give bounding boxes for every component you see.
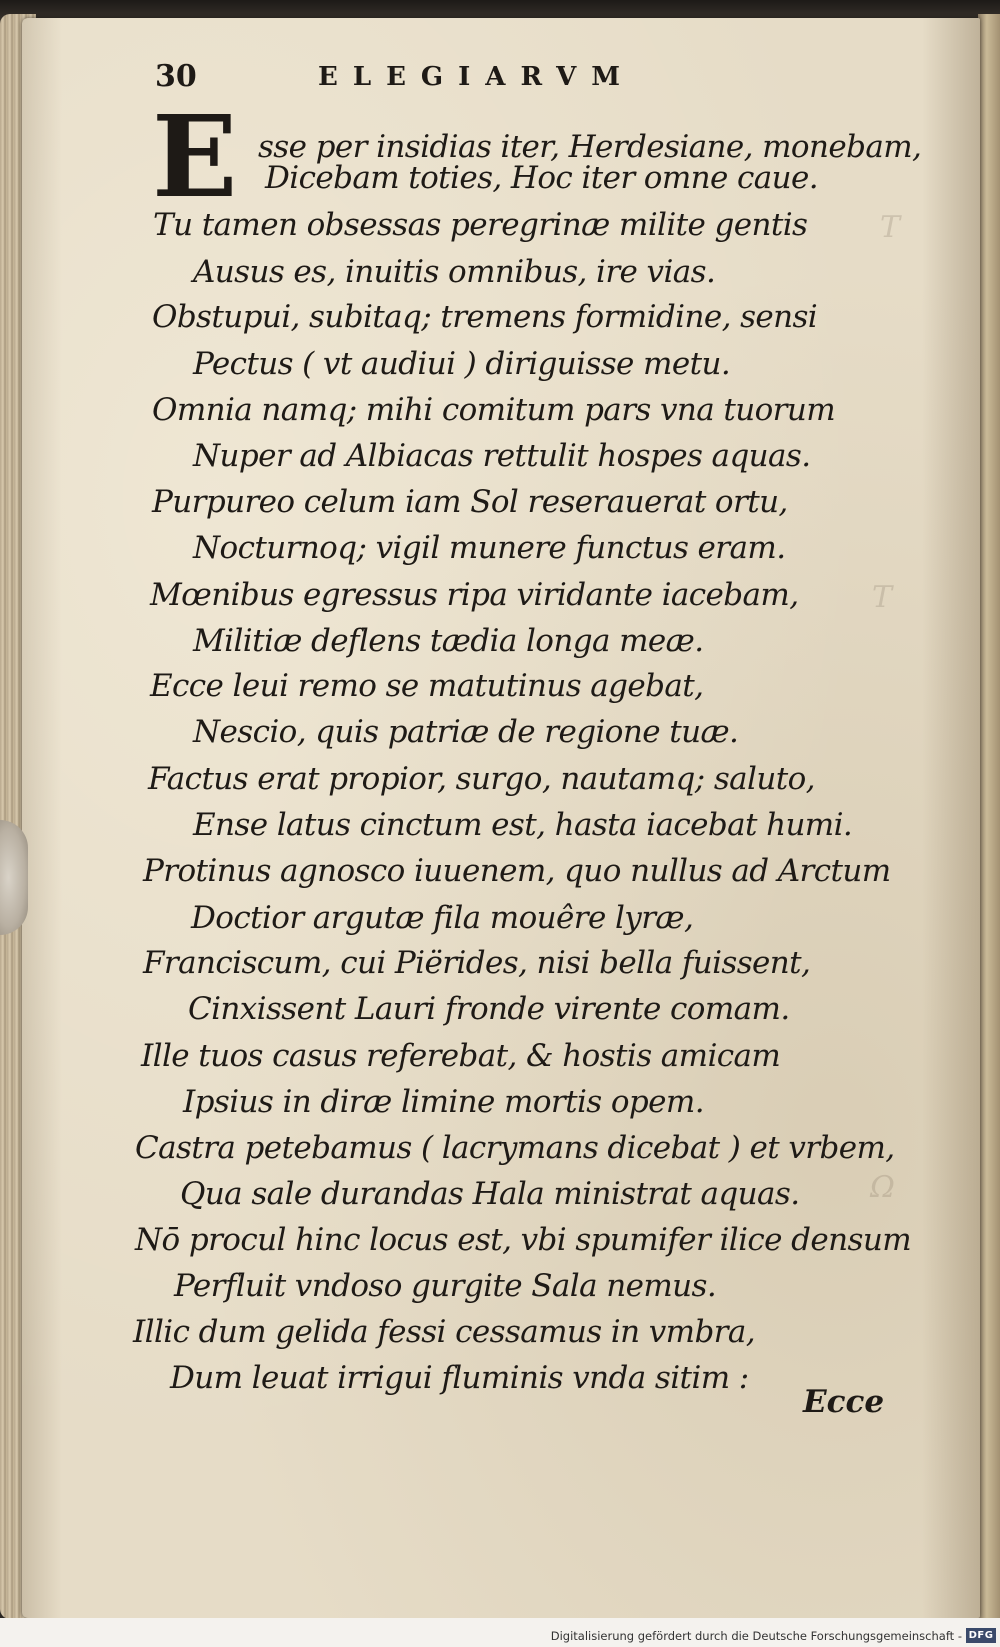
verse-line: Purpureo celum iam Sol reserauerat ortu,: [152, 484, 788, 520]
verse-line: Nuper ad Albiacas rettulit hospes aquas.: [193, 438, 811, 474]
verse-line: Obstupui, subitaq; tremens formidine, sensi: [152, 299, 818, 335]
drop-cap: E: [152, 92, 238, 223]
verse-line: Cinxissent Lauri fronde virente comam.: [188, 991, 790, 1027]
verse-line: Ecce leui remo se matutinus agebat,: [150, 668, 704, 704]
verse-line: Perfluit vndoso gurgite Sala nemus.: [174, 1268, 717, 1304]
verse-line: Ausus es, inuitis omnibus, ire vias.: [193, 254, 716, 290]
verse-line: Nescio, quis patriæ de regione tuæ.: [193, 714, 739, 750]
verse-line: Dum leuat irrigui fluminis vnda sitim :: [170, 1360, 749, 1396]
page-clip: [0, 820, 28, 935]
catchword: Ecce: [803, 1384, 885, 1420]
verse-line: Ipsius in diræ limine mortis opem.: [183, 1084, 704, 1120]
verse-line: Pectus ( vt audiui ) diriguisse metu.: [193, 346, 731, 382]
verse-line: Ense latus cinctum est, hasta iacebat humi.: [193, 807, 853, 843]
verse-line: Ille tuos casus referebat, & hostis amicam: [141, 1038, 781, 1074]
verse-line: Dicebam toties, Hoc iter omne caue.: [265, 160, 819, 196]
page-number: 30: [155, 59, 197, 94]
verse-line: Doctior argutæ fila mouêre lyræ,: [191, 900, 694, 936]
verse-line: Franciscum, cui Piërides, nisi bella fuissent,: [143, 945, 811, 981]
running-head: ELEGIARVM: [318, 62, 636, 92]
funding-credit: Digitalisierung gefördert durch die Deutsche Forschungsgemeinschaft -: [550, 1629, 962, 1643]
verse-line: Illic dum gelida fessi cessamus in vmbra,: [133, 1314, 756, 1350]
verse-line: Mœnibus egressus ripa viridante iacebam,: [150, 577, 799, 613]
verse-line: Factus erat propior, surgo, nautamq; saluto,: [148, 761, 815, 797]
verse-line: Omnia namq; mihi comitum pars vna tuorum: [152, 392, 836, 428]
verse-line: Castra petebamus ( lacrymans dicebat ) et vrbem,: [135, 1130, 895, 1166]
verse-line: Protinus agnosco iuuenem, quo nullus ad Arctum: [143, 853, 891, 889]
dfg-logo: DFG: [966, 1628, 996, 1643]
verse-line: Nocturnoq; vigil munere functus eram.: [193, 530, 786, 566]
verse-line: Nō procul hinc locus est, vbi spumifer ilice densum: [135, 1222, 911, 1258]
verse-line: sse per insidias iter, Herdesiane, monebam,: [258, 129, 922, 165]
verse-line: Militiæ deflens tædia longa meæ.: [193, 623, 704, 659]
verse-line: Qua sale durandas Hala ministrat aquas.: [180, 1176, 800, 1212]
show-through-ghost: Ω: [870, 1170, 895, 1205]
right-book-edge: [978, 14, 1000, 1624]
show-through-ghost: T: [872, 580, 893, 615]
verse-line: Tu tamen obsessas peregrinæ milite gentis: [153, 207, 808, 243]
show-through-ghost: T: [880, 210, 901, 245]
